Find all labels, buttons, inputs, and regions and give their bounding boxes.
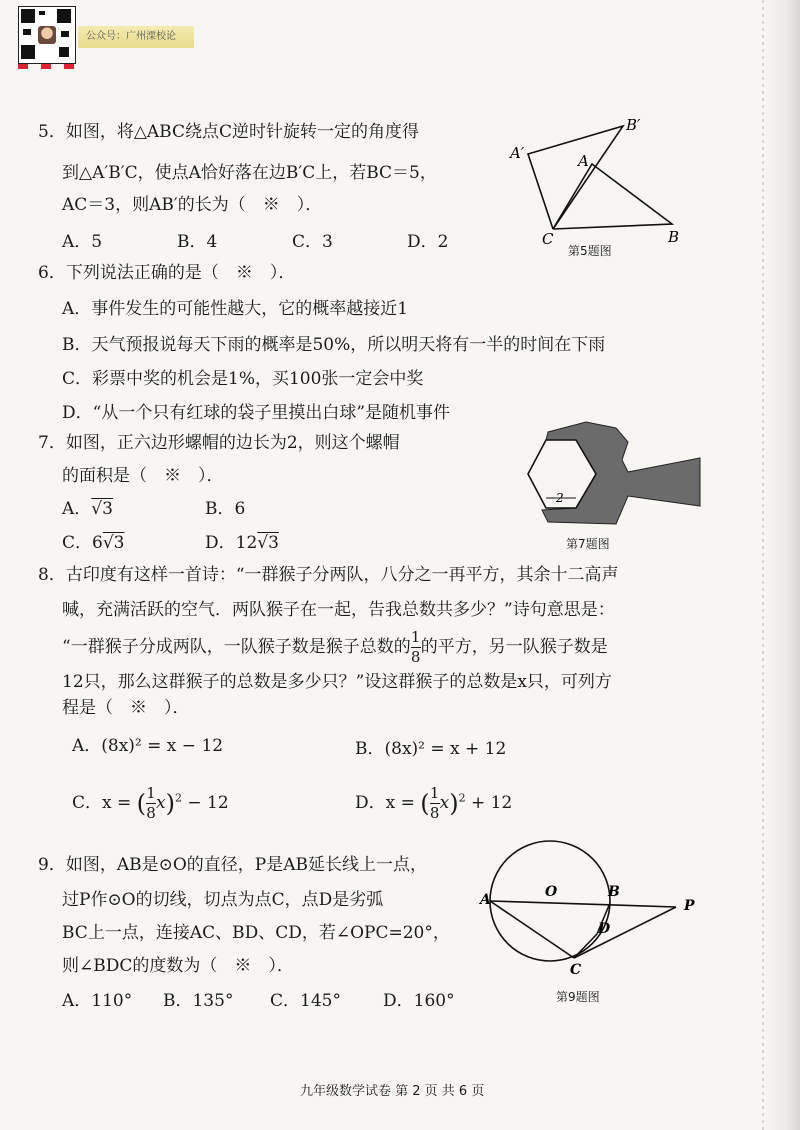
- q9-option-c: C．145°: [270, 991, 341, 1011]
- q8-option-a: A．(8x)² = x − 12: [72, 736, 224, 756]
- q9-line3: BC上一点，连接AC、BD、CD，若∠OPC=20°，: [62, 923, 450, 943]
- q6-option-c: C．彩票中奖的机会是1%，买100张一定会中奖: [62, 369, 424, 389]
- q7-option-b: B．6: [205, 499, 246, 519]
- q7-line2: 的面积是（ ※ ）．: [62, 466, 224, 486]
- q8-fraction: $\frac{1}{8}$: [410, 628, 421, 666]
- q9-caption: 第9题图: [556, 990, 600, 1004]
- q9-option-d: D．160°: [383, 991, 455, 1011]
- q6-option-d: D．“从一个只有红球的袋子里摸出白球”是随机事件: [62, 403, 451, 423]
- page-edge-shadow: [760, 0, 800, 1130]
- q8-line1: 8．古印度有这样一首诗：“一群猴子分两队，八分之一再平方，其余十二高声: [38, 565, 619, 585]
- q5-line2: 到△A′B′C，使点A恰好落在边B′C上，若BC＝5，: [62, 163, 437, 183]
- q8-line3: “一群猴子分成两队，一队猴子数是猴子总数的 $\frac{1}{8}$ 的平方，另一队猴子数是: [62, 628, 608, 666]
- q5-option-b: B．4: [177, 232, 218, 252]
- q9-label-a: A: [480, 892, 491, 908]
- q9-label-b: B: [608, 884, 620, 900]
- q5-caption: 第5题图: [568, 244, 612, 258]
- q8-line5: 程是（ ※ ）．: [62, 698, 190, 718]
- q9-line4: 则∠BDC的度数为（ ※ ）．: [62, 956, 294, 976]
- q9-option-a: A．110°: [62, 991, 133, 1011]
- q9-line-cd: [574, 934, 597, 958]
- q8-line4: 12只，那么这群猴子的总数是多少只？”设这群猴子的总数是x只，可列方: [62, 672, 612, 692]
- q7-wrench-figure: [520, 414, 710, 534]
- q7-dimension-label: 2: [556, 491, 564, 505]
- q9-figure: [478, 838, 718, 978]
- q5-option-c: C．3: [292, 232, 333, 252]
- q5-option-a: A．5: [62, 232, 103, 252]
- q5-label-b: B: [668, 228, 680, 246]
- q5-label-b-prime: B′: [626, 116, 641, 134]
- qr-code: [18, 6, 76, 64]
- header-banner: 公众号：广州溧校论: [78, 26, 194, 48]
- qr-caption-mark: [18, 64, 74, 72]
- q5-option-d: D．2: [407, 232, 449, 252]
- q8-option-b: B．(8x)² = x + 12: [355, 739, 507, 759]
- page-footer: 九年级数学试卷 第 2 页 共 6 页: [300, 1084, 485, 1099]
- q9-line1: 9．如图，AB是⊙O的直径，P是AB延长线上一点，: [38, 855, 427, 875]
- q9-line-ac: [490, 901, 574, 958]
- q5-line3: AC＝3，则AB′的长为（ ※ ）．: [62, 195, 323, 215]
- q9-label-p: P: [684, 898, 695, 914]
- q9-option-b: B．135°: [163, 991, 234, 1011]
- q7-line1: 7．如图，正六边形螺帽的边长为2，则这个螺帽: [38, 433, 400, 453]
- q8-option-c: C．x = ( $\frac{1}{8}$ x)$^2$ − 12: [72, 784, 229, 822]
- binding-line: [762, 0, 764, 1130]
- q5-label-a-prime: A′: [510, 144, 525, 162]
- q6-option-b: B．天气预报说每天下雨的概率是50%，所以明天将有一半的时间在下雨: [62, 335, 606, 355]
- q6-option-a: A．事件发生的可能性越大，它的概率越接近1: [62, 299, 409, 319]
- q7-option-d: D．12√3: [205, 533, 279, 553]
- q7-option-c: C．6√3: [62, 533, 125, 553]
- q5-figure: [500, 108, 700, 258]
- q9-line2: 过P作⊙O的切线，切点为点C，点D是劣弧: [62, 890, 384, 910]
- q7-caption: 第7题图: [566, 537, 610, 551]
- q8-line2: 喊，充满活跃的空气．两队猴子在一起，告我总数共多少？”诗句意思是：: [62, 600, 615, 620]
- q5-line1: 5．如图，将△ABC绕点C逆时针旋转一定的角度得: [38, 122, 419, 142]
- q8-option-d: D．x = ( $\frac{1}{8}$ x)$^2$ + 12: [355, 784, 513, 822]
- q5-label-a: A: [578, 152, 589, 170]
- q9-tangent-pc: [574, 907, 676, 958]
- q9-label-o: O: [545, 884, 558, 900]
- q9-line-ap: [490, 901, 676, 907]
- q9-label-c: C: [570, 962, 582, 978]
- q9-label-d: D: [598, 921, 611, 937]
- q5-label-c: C: [542, 230, 554, 248]
- q7-option-a: A．√3: [62, 499, 113, 519]
- q5-triangle-abc: [553, 164, 672, 229]
- q6-stem: 6．下列说法正确的是（ ※ ）．: [38, 263, 296, 283]
